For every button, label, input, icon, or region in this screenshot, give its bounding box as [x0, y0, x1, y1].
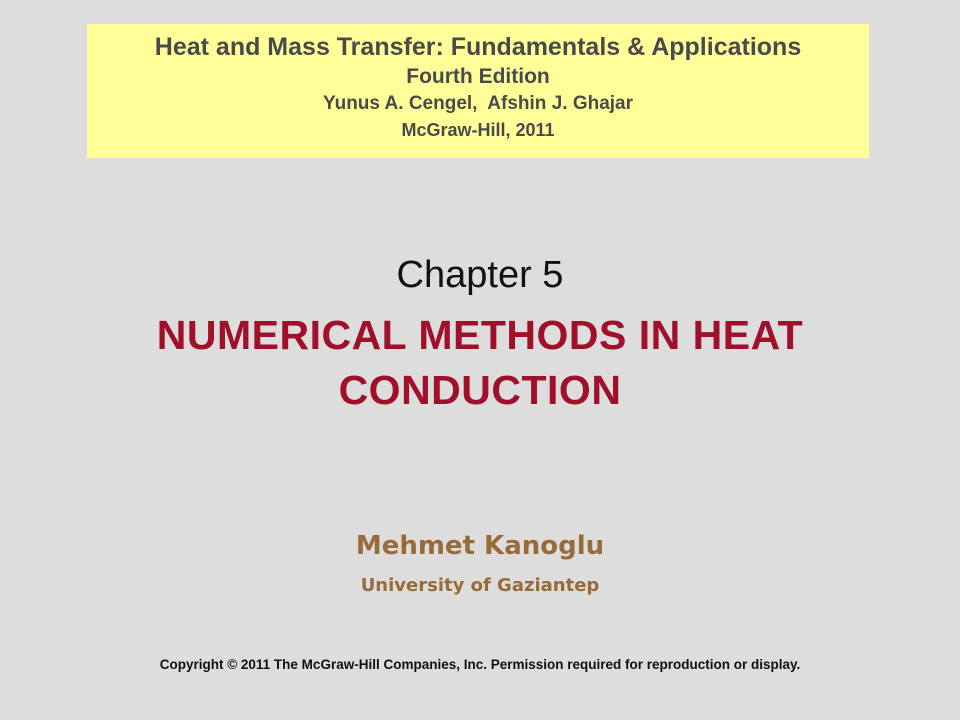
- chapter-title-line-1: NUMERICAL METHODS IN HEAT: [156, 312, 804, 358]
- chapter-title-line-2: CONDUCTION: [338, 367, 622, 413]
- chapter-label: Chapter 5: [396, 254, 564, 296]
- author-name: Mehmet Kanoglu: [355, 531, 605, 561]
- book-info-box: [87, 24, 869, 158]
- book-authors: Yunus A. Cengel, Afshin J. Ghajar: [322, 93, 634, 114]
- book-edition: Fourth Edition: [406, 65, 550, 88]
- book-title: Heat and Mass Transfer: Fundamentals & Applications: [154, 33, 802, 61]
- chapter-title: [60, 308, 900, 418]
- author-affiliation: University of Gaziantep: [360, 575, 600, 596]
- book-publisher: McGraw-Hill, 2011: [401, 120, 555, 140]
- copyright-notice: Copyright © 2011 The McGraw-Hill Companies, Inc. Permission required for reproduction or display.: [159, 657, 801, 672]
